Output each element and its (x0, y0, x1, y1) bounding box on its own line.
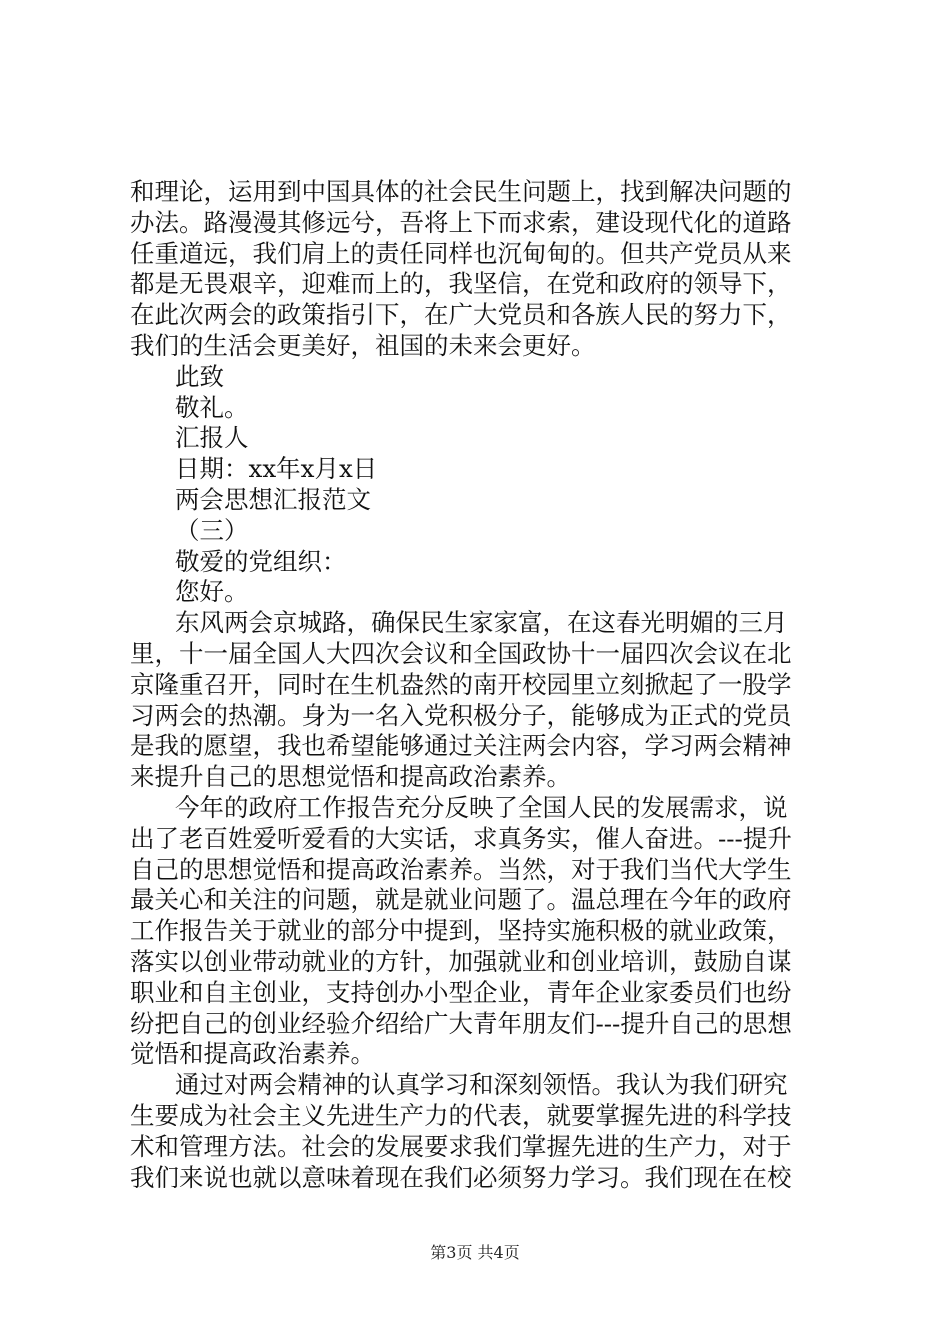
text-line: 生要成为社会主义先进生产力的代表，就要掌握先进的科学技 (130, 1100, 792, 1130)
date-line: 日期：xx年x月x日 (175, 454, 378, 484)
paragraph-line: 通过对两会精神的认真学习和深刻领悟。我认为我们研究 (175, 1070, 788, 1100)
greeting-addressee: 敬爱的党组织： (175, 546, 347, 576)
greeting-line: 您好。 (175, 577, 249, 607)
text-line: 是我的愿望，我也希望能够通过关注两会内容，学习两会精神 (130, 731, 792, 761)
text-line: 职业和自主创业，支持创办小型企业，青年企业家委员们也纷 (130, 977, 792, 1007)
text-line: 习两会的热潮。身为一名入党积极分子，能够成为正式的党员 (130, 700, 792, 730)
text-line: 里，十一届全国人大四次会议和全国政协十一届四次会议在北 (130, 638, 792, 668)
section-number: （三） (175, 515, 249, 545)
text-line: 在此次两会的政策指引下，在广大党员和各族人民的努力下， (130, 300, 792, 330)
text-line: 最关心和关注的问题，就是就业问题了。温总理在今年的政府 (130, 885, 792, 915)
text-line: 办法。路漫漫其修远兮，吾将上下而求索，建设现代化的道路 (130, 207, 792, 237)
text-line: 纷把自己的创业经验介绍给广大青年朋友们---提升自己的思想 (130, 1008, 792, 1038)
section-title: 两会思想汇报范文 (175, 484, 371, 514)
page-footer (0, 1243, 950, 1263)
text-line: 京隆重召开，同时在生机盎然的南开校园里立刻掀起了一股学 (130, 669, 792, 699)
text-line: 工作报告关于就业的部分中提到，坚持实施积极的就业政策， (130, 916, 792, 946)
document-body (130, 177, 830, 1193)
text-line: 我们的生活会更美好，祖国的未来会更好。 (130, 330, 596, 360)
closing-regards: 敬礼。 (175, 392, 249, 422)
text-line: 和理论，运用到中国具体的社会民生问题上，找到解决问题的 (130, 177, 792, 206)
text-line: 术和管理方法。社会的发展要求我们掌握先进的生产力，对于 (130, 1131, 792, 1161)
text-line: 都是无畏艰辛，迎难而上的，我坚信，在党和政府的领导下， (130, 269, 792, 299)
text-line: 任重道远，我们肩上的责任同样也沉甸甸的。但共产党员从来 (130, 238, 792, 268)
closing-salutation: 此致 (175, 361, 224, 391)
text-line: 落实以创业带动就业的方针，加强就业和创业培训，鼓励自谋 (130, 946, 792, 976)
text-line: 出了老百姓爱听爱看的大实话，求真务实，催人奋进。---提升 (130, 823, 792, 853)
paragraph-line: 东风两会京城路，确保民生家家富，在这春光明媚的三月 (175, 608, 788, 638)
text-line: 我们来说也就以意味着现在我们必须努力学习。我们现在在校 (130, 1162, 792, 1192)
paragraph-line: 今年的政府工作报告充分反映了全国人民的发展需求，说 (175, 792, 788, 822)
text-line: 自己的思想觉悟和提高政治素养。当然，对于我们当代大学生 (130, 854, 792, 884)
text-line: 来提升自己的思想觉悟和提高政治素养。 (130, 762, 571, 792)
reporter-label: 汇报人 (175, 423, 249, 453)
text-line: 觉悟和提高政治素养。 (130, 1039, 375, 1069)
page-number: 第3页 共4页 (430, 1243, 520, 1262)
